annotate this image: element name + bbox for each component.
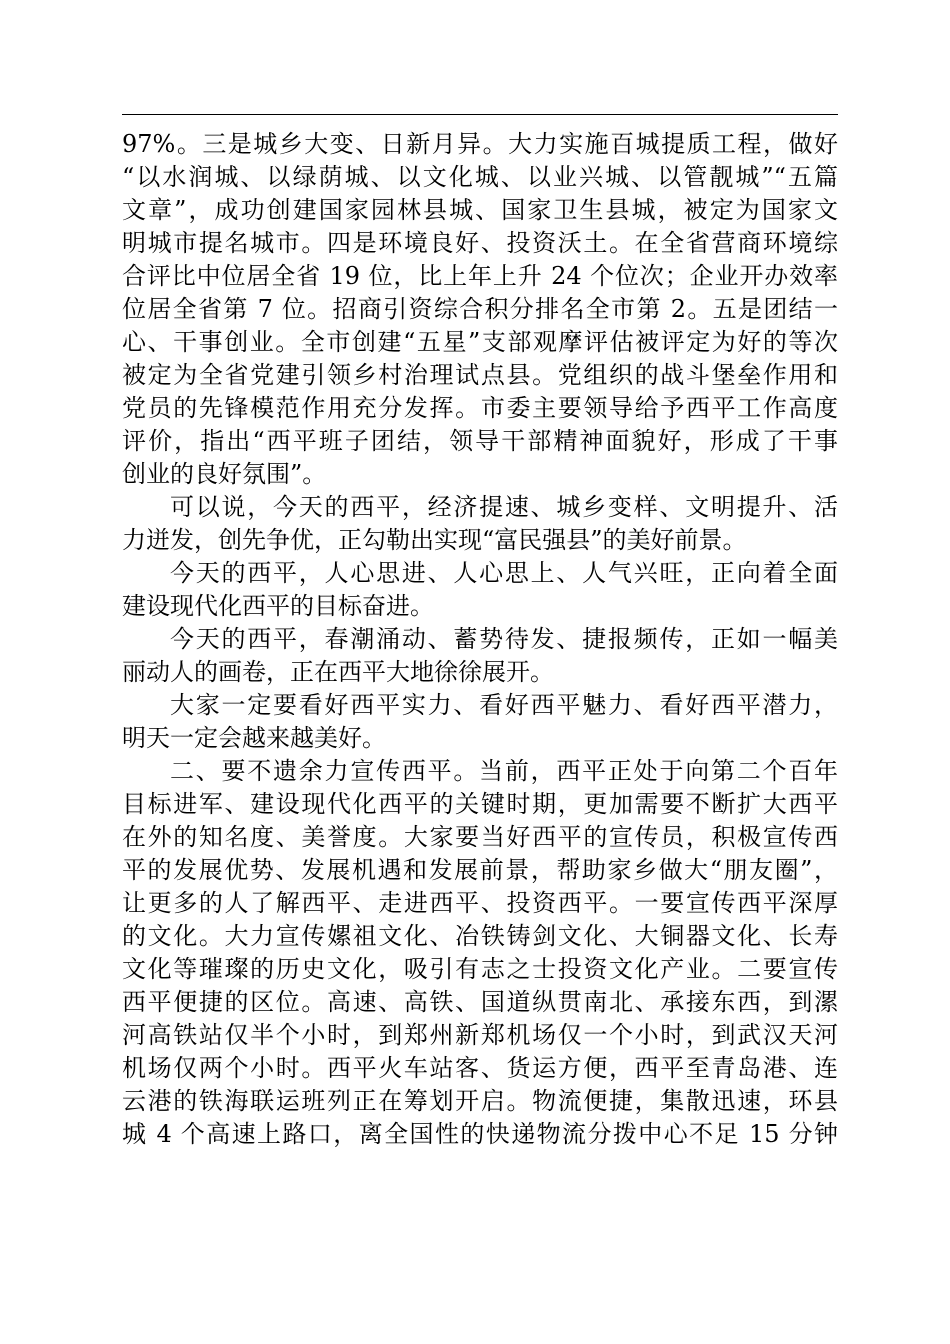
text-line: 大家一定要看好西平实力、看好西平魅力、看好西平潜力， (170, 691, 838, 719)
text-line: 力迸发，创先争优，正勾勒出实现“富民强县”的美好前景。 (122, 526, 747, 554)
text-line: 河高铁站仅半个小时，到郑州新郑机场仅一个小时，到武汉天河 (122, 1021, 838, 1049)
text-line: 平的发展优势、发展机遇和发展前景，帮助家乡做大“朋友圈”， (122, 856, 838, 884)
text-line: 文化等璀璨的历史文化，吸引有志之士投资文化产业。二要宣传 (122, 955, 838, 983)
text-line: 文章”，成功创建国家园林县城、国家卫生县城，被定为国家文 (122, 196, 838, 224)
text-line: 被定为全省党建引领乡村治理试点县。党组织的战斗堡垒作用和 (122, 361, 838, 389)
header-rule (122, 114, 838, 115)
text-line: 合评比中位居全省 19 位，比上年上升 24 个位次；企业开办效率 (122, 262, 838, 290)
text-line: 位居全省第 7 位。招商引资综合积分排名全市第 2。五是团结一 (122, 295, 838, 323)
text-line: 创业的良好氛围”。 (122, 460, 327, 488)
text-line: 可以说，今天的西平，经济提速、城乡变样、文明提升、活 (170, 493, 838, 521)
text-line: 云港的铁海联运班列正在筹划开启。物流便捷，集散迅速，环县 (122, 1087, 838, 1115)
text-line: 城 4 个高速上路口，离全国性的快递物流分拨中心不足 15 分钟 (122, 1120, 838, 1148)
text-line: 明城市提名城市。四是环境良好、投资沃土。在全省营商环境综 (122, 229, 838, 257)
text-line: 让更多的人了解西平、走进西平、投资西平。一要宣传西平深厚 (122, 889, 838, 917)
text-line: “以水润城、以绿荫城、以文化城、以业兴城、以管靓城”“五篇 (122, 163, 838, 191)
text-line: 明天一定会越来越美好。 (122, 724, 386, 752)
text-line: 二、要不遗余力宣传西平。当前，西平正处于向第二个百年 (170, 757, 838, 785)
text-line: 机场仅两个小时。西平火车站客、货运方便，西平至青岛港、连 (122, 1054, 838, 1082)
text-line: 在外的知名度、美誉度。大家要当好西平的宣传员，积极宣传西 (122, 823, 838, 851)
text-line: 丽动人的画卷，正在西平大地徐徐展开。 (122, 658, 554, 686)
body-text (122, 128, 838, 1151)
text-line: 97%。三是城乡大变、日新月异。大力实施百城提质工程，做好 (122, 130, 838, 158)
text-line: 建设现代化西平的目标奋进。 (122, 592, 434, 620)
text-line: 今天的西平，人心思进、人心思上、人气兴旺，正向着全面 (170, 559, 838, 587)
text-line: 西平便捷的区位。高速、高铁、国道纵贯南北、承接东西，到漯 (122, 988, 838, 1016)
text-line: 心、干事创业。全市创建“五星”支部观摩评估被评定为好的等次 (122, 328, 838, 356)
text-line: 党员的先锋模范作用充分发挥。市委主要领导给予西平工作高度 (122, 394, 838, 422)
text-line: 的文化。大力宣传嫘祖文化、冶铁铸剑文化、大铜器文化、长寿 (122, 922, 838, 950)
text-line: 今天的西平，春潮涌动、蓄势待发、捷报频传，正如一幅美 (170, 625, 838, 653)
text-line: 目标进军、建设现代化西平的关键时期，更加需要不断扩大西平 (122, 790, 838, 818)
text-line: 评价，指出“西平班子团结，领导干部精神面貌好，形成了干事 (122, 427, 838, 455)
